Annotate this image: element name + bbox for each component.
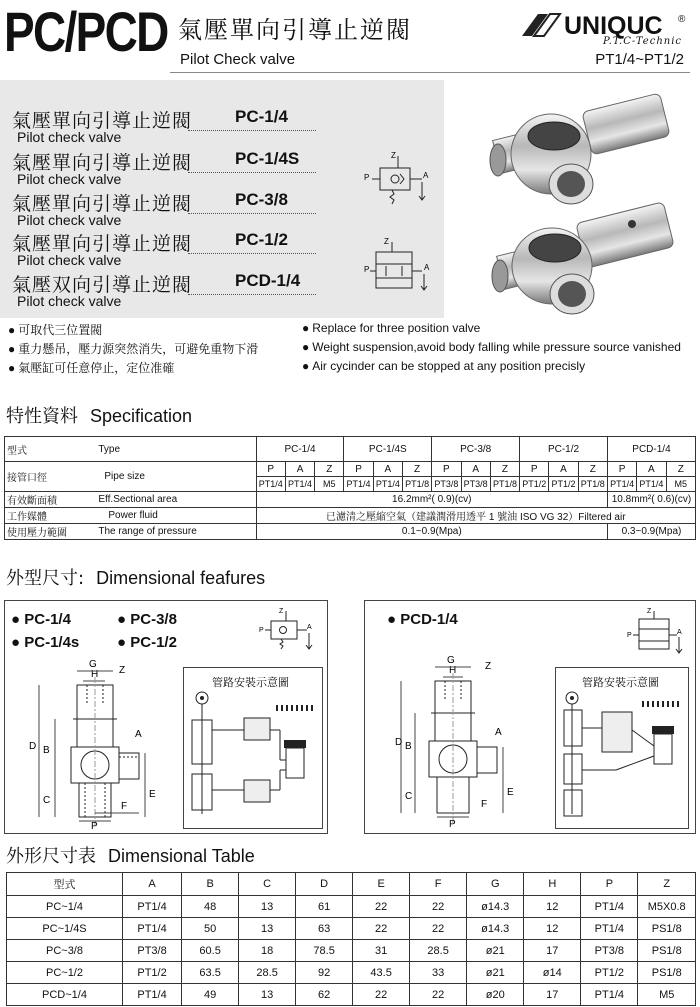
svg-text:A: A <box>677 629 682 636</box>
install-label: 管路安裝示意圖 <box>212 677 289 689</box>
table-header: 型式 A B C D E F G H P Z <box>7 873 696 896</box>
svg-text:A: A <box>424 263 430 272</box>
feature-cn: ● 可取代三位置閥 <box>8 321 102 338</box>
svg-text:G: G <box>447 655 455 666</box>
svg-text:E: E <box>149 789 156 800</box>
pcd-dimension-drawing <box>395 651 545 831</box>
install-diagram <box>555 667 689 829</box>
logo-reg: ® <box>678 14 686 25</box>
feature-cn: ● 氣壓缸可任意停止，定位准確 <box>8 359 174 376</box>
model-code: PC-3/8 <box>235 190 288 209</box>
model-label: ● PC-1/4s <box>11 634 80 651</box>
pc-valve-symbol <box>362 150 438 212</box>
model-label: ● PC-3/8 <box>117 611 177 628</box>
table-row: PCD~1/4 PT1/4 49 13 62 22 22 ø20 17 PT1/4 M5 <box>7 984 696 1006</box>
leader-line <box>188 130 316 131</box>
pcd-valve-symbol <box>362 236 438 300</box>
svg-text:P: P <box>364 173 370 182</box>
svg-text:H: H <box>91 669 99 680</box>
table-row: PC~1/2 PT1/2 63.5 28.5 92 43.5 33 ø21 ø14 PT1/2 PS1/8 <box>7 962 696 984</box>
svg-text:F: F <box>481 799 488 810</box>
pc-dimension-box <box>4 600 328 834</box>
pc-dimension-drawing <box>21 657 171 831</box>
install-label: 管路安裝示意圖 <box>582 677 659 689</box>
spec-table: 型式 Type PC-1/4 PC-1/4S PC-3/8 PC-1/2 PCD-1/4 接管口徑 Pipe size P A Z P A Z P A Z P A Z P A Z PT1/4 PT1/4 M5 PT1/4 PT1/4 PT1/8 PT3/8 PT3/8 PT1/8 PT1/2 PT1/2 PT1/8 PT1/4 PT1/4 M5 有效斷面積 Eff.Sectional area 16.2mm²( 0.9)(cv) 10.8mm²( 0.6)(cv) 工作媒體 Power fluid 已濾清之壓縮空氣（建議潤滑用透平 1 號油 ISO VG 32）Filtered air 使用壓力範圍 The range of pressure 0.1~0.9(Mpa) 0.3~0.9(Mpa) <box>4 436 696 540</box>
model-name-en: Pilot check valve <box>17 252 122 268</box>
svg-text:P: P <box>364 265 370 274</box>
page-title-cn: 氣壓單向引導止逆閥 <box>178 16 412 44</box>
svg-text:P: P <box>91 821 98 831</box>
feature-cn: ● 重力懸吊，壓力源突然消失，可避免重物下滑 <box>8 340 258 357</box>
model-name-en: Pilot check valve <box>17 129 122 145</box>
svg-text:P: P <box>259 627 264 634</box>
feature-en: ● Replace for three position valve <box>302 321 480 335</box>
svg-text:Z: Z <box>647 608 652 615</box>
model-row <box>12 106 312 148</box>
pcd-dimension-box <box>364 600 696 834</box>
svg-text:Z: Z <box>384 237 389 246</box>
dims-heading: 外型尺寸: Dimensional feafures <box>6 568 266 589</box>
model-name-cn: 氣壓單向引導止逆閥 <box>12 110 193 132</box>
table-row: PC~3/8 PT3/8 60.5 18 78.5 31 28.5 ø21 17 PT3/8 PS1/8 <box>7 940 696 962</box>
size-range: PT1/4~PT1/2 <box>595 51 684 68</box>
dim-table-heading: 外形尺寸表 Dimensional Table <box>6 846 255 867</box>
svg-text:A: A <box>135 729 142 740</box>
model-name-en: Pilot check valve <box>17 171 122 187</box>
svg-text:B: B <box>43 745 50 756</box>
model-code: PCD-1/4 <box>235 271 301 290</box>
model-label: ● PC-1/4 <box>11 611 71 628</box>
spec-heading: 特性資料 Specification <box>6 406 193 427</box>
model-name-cn: 氣壓單向引導止逆閥 <box>12 193 193 215</box>
model-name-cn: 氣壓單向引導止逆閥 <box>12 152 193 174</box>
model-row <box>12 270 312 312</box>
svg-text:Z: Z <box>279 608 284 615</box>
feature-en: ● Weight suspension,avoid body falling while pressure source vanished <box>302 340 681 354</box>
model-row <box>12 148 312 190</box>
leader-line <box>188 172 316 173</box>
install-diagram <box>183 667 323 829</box>
svg-text:E: E <box>507 787 514 798</box>
model-row <box>12 229 312 271</box>
header-rule <box>170 72 690 73</box>
svg-text:F: F <box>121 801 128 812</box>
model-name-en: Pilot check valve <box>17 293 122 309</box>
model-code: PC-1/4 <box>235 107 288 126</box>
svg-text:G: G <box>89 659 97 670</box>
svg-text:A: A <box>307 624 312 631</box>
svg-text:Z: Z <box>391 151 396 160</box>
model-name-cn: 氣壓双向引導止逆閥 <box>12 274 193 296</box>
model-row <box>12 189 312 231</box>
product-photo <box>456 84 692 316</box>
leader-line <box>188 253 316 254</box>
svg-text:D: D <box>395 737 403 748</box>
logo-text: UNIQUC <box>564 12 663 40</box>
svg-text:A: A <box>495 727 502 738</box>
svg-text:Z: Z <box>485 661 492 672</box>
leader-line <box>188 294 316 295</box>
brand-title: PC/PCD <box>4 0 168 63</box>
table-row: PC~1/4 PT1/4 48 13 61 22 22 ø14.3 12 PT1/4 M5X0.8 <box>7 896 696 918</box>
svg-text:P: P <box>449 819 456 830</box>
table-row: PC~1/4S PT1/4 50 13 63 22 22 ø14.3 12 PT1/4 PS1/8 <box>7 918 696 940</box>
svg-text:Z: Z <box>119 665 126 676</box>
pcd-valve-symbol <box>627 605 689 661</box>
logo-subtitle: P.T.C-Technic <box>602 36 682 47</box>
svg-text:A: A <box>423 171 429 180</box>
page-title-en: Pilot Check valve <box>180 51 296 68</box>
svg-text:D: D <box>29 741 37 752</box>
model-code: PC-1/4S <box>235 149 300 168</box>
model-label: ● PC-1/2 <box>117 634 177 651</box>
model-name-cn: 氣壓單向引導止逆閥 <box>12 233 193 255</box>
svg-text:C: C <box>43 795 51 806</box>
svg-text:B: B <box>405 741 412 752</box>
model-name-en: Pilot check valve <box>17 212 122 228</box>
pc-valve-symbol <box>259 605 321 659</box>
svg-text:P: P <box>627 632 632 639</box>
svg-text:C: C <box>405 791 413 802</box>
model-label: ● PCD-1/4 <box>387 611 458 628</box>
feature-en: ● Air cycinder can be stopped at any position precisly <box>302 359 585 373</box>
dimension-table <box>6 872 696 1006</box>
svg-text:H: H <box>449 665 457 676</box>
leader-line <box>188 213 316 214</box>
model-code: PC-1/2 <box>235 230 288 249</box>
